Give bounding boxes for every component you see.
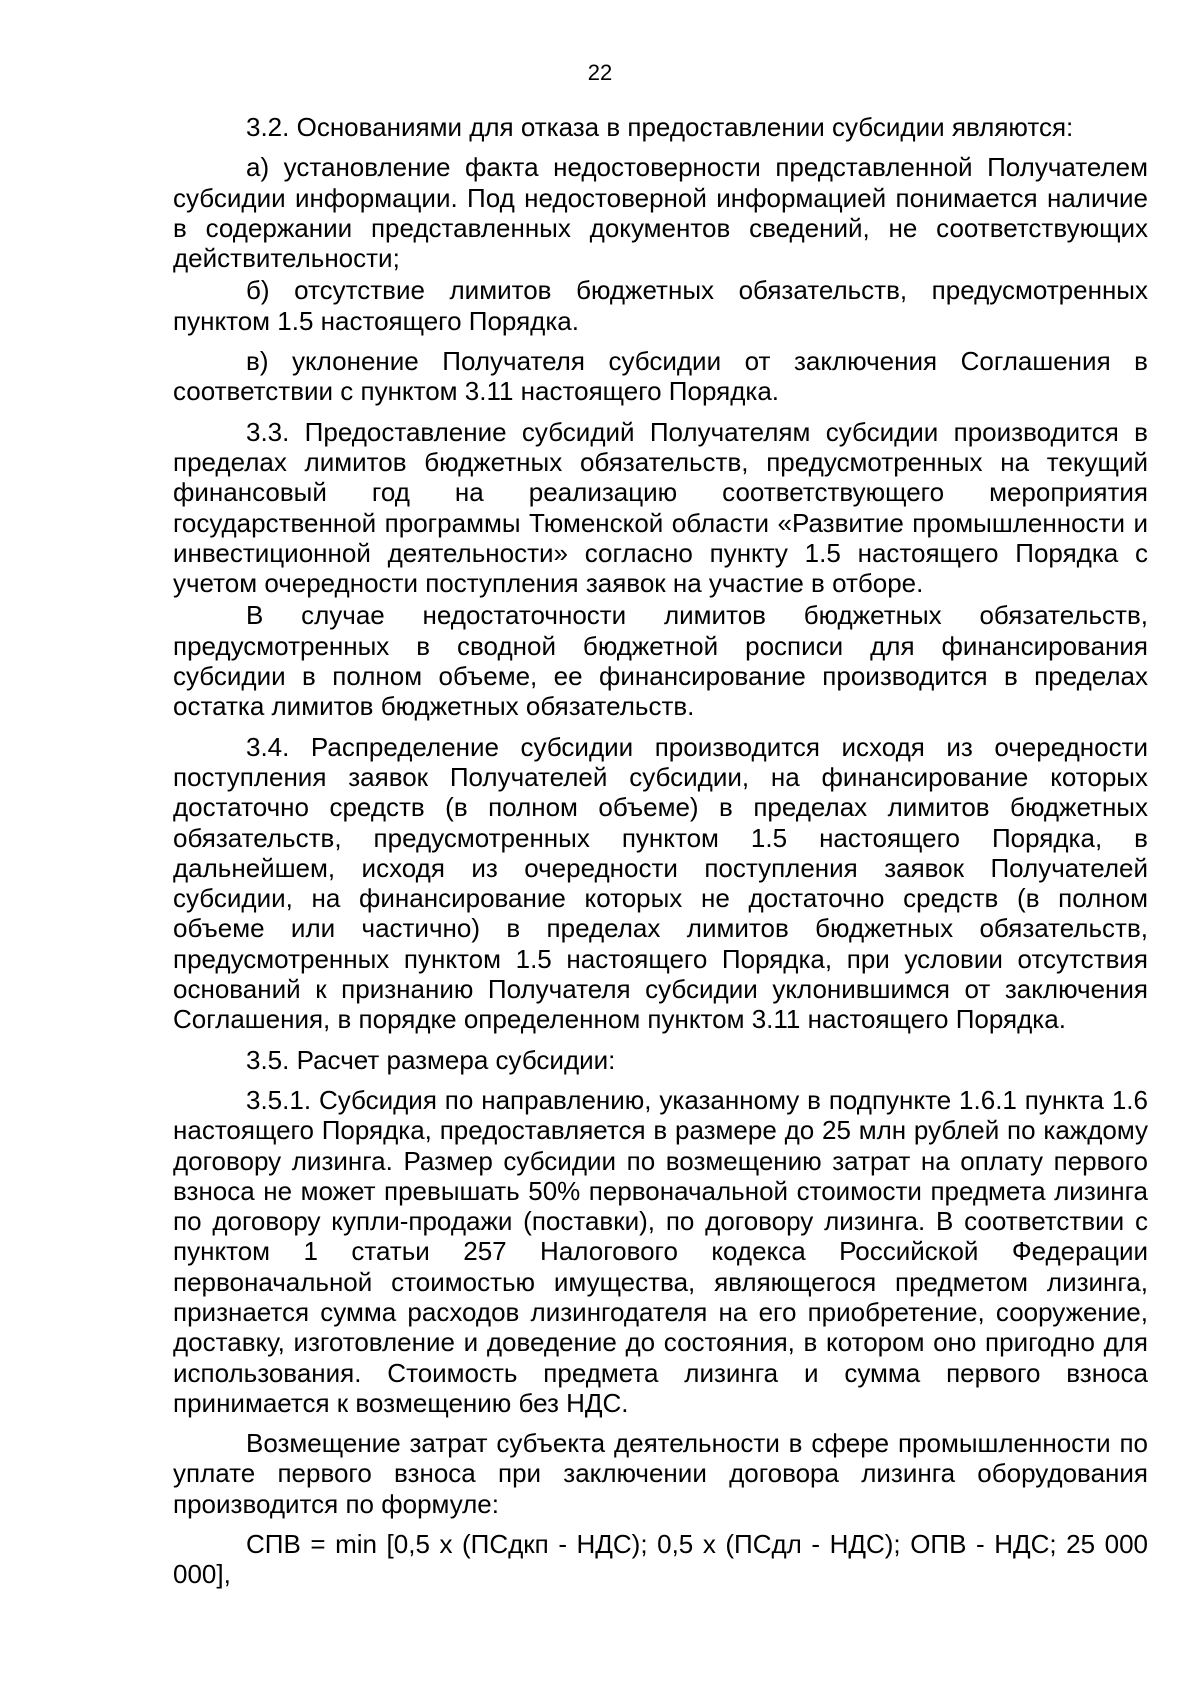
paragraph-3-3: 3.3. Предоставление субсидий Получателям субсидии производится в пределах лимитов бюджетных обязательств, предусмотренных на текущий финансовый год на реализацию соответствующего мероприятия государственной программы Тюменской области «Развитие промышленности и инвестиционной деятельности» согласно пункту 1.5 настоящего Порядка с учетом очередности поступления заявок на участие в отборе. <box>173 416 1148 599</box>
paragraph-3-5: 3.5. Расчет размера субсидии: <box>246 1044 616 1075</box>
paragraph-3-3-cont: В случае недостаточности лимитов бюджетных обязательств, предусмотренных в сводной бюджетной росписи для финансирования субсидии в полном объеме, ее финансирование производится в пределах остатка лимитов бюджетных обязательств. <box>173 600 1148 722</box>
paragraph-3-4: 3.4. Распределение субсидии производится исходя из очередности поступления заявок Получателей субсидии, на финансирование которых достаточно средств (в полном объеме) в пределах лимитов бюджетных обязательств, предусмотренных пунктом 1.5 настоящего Порядка, в дальнейшем, исходя из очередности поступления заявок Получателей субсидии, на финансирование которых не достаточно средств (в полном объеме или частично) в пределах лимитов бюджетных обязательств, предусмотренных пунктом 1.5 настоящего Порядка, при условии отсутствия оснований к признанию Получателя субсидии уклонившимся от заключения Соглашения, в порядке определенном пунктом 3.11 настоящего Порядка. <box>173 731 1148 1035</box>
paragraph-3-2-v: в) уклонение Получателя субсидии от заключения Соглашения в соответствии с пунктом 3.11 настоящего Порядка. <box>173 346 1148 407</box>
paragraph-3-2: 3.2. Основаниями для отказа в предоставлении субсидии являются: <box>246 112 1074 142</box>
document-body <box>173 112 1148 1600</box>
formula: СПВ = min [0,5 x (ПСдкп - НДС); 0,5 x (ПСдл - НДС); ОПВ - НДС; 25 000 000], <box>173 1529 1148 1590</box>
page-number: 22 <box>587 60 613 85</box>
paragraph-3-5-1: 3.5.1. Субсидия по направлению, указанному в подпункте 1.6.1 пункта 1.6 настоящего Порядка, предоставляется в размере до 25 млн рублей по каждому договору лизинга. Размер субсидии по возмещению затрат на оплату первого взноса не может превышать 50% первоначальной стоимости предмета лизинга по договору купли-продажи (поставки), по договору лизинга. В соответствии с пунктом 1 статьи 257 Налогового кодекса Российской Федерации первоначальной стоимостью имущества, являющегося предметом лизинга, признается сумма расходов лизингодателя на его приобретение, сооружение, доставку, изготовление и доведение до состояния, в котором оно пригодно для использования. Стоимость предмета лизинга и сумма первого взноса принимается к возмещению без НДС. <box>173 1084 1148 1418</box>
paragraph-3-2-a: а) установление факта недостоверности представленной Получателем субсидии информации. Под недостоверной информацией понимается наличие в содержании представленных документов сведений, не соответствующих действительности; <box>173 152 1148 274</box>
paragraph-formula-intro: Возмещение затрат субъекта деятельности в сфере промышленности по уплате первого взноса при заключении договора лизинга оборудования производится по формуле: <box>173 1428 1148 1519</box>
paragraph-3-2-b: б) отсутствие лимитов бюджетных обязательств, предусмотренных пунктом 1.5 настоящего Порядка. <box>173 275 1148 336</box>
